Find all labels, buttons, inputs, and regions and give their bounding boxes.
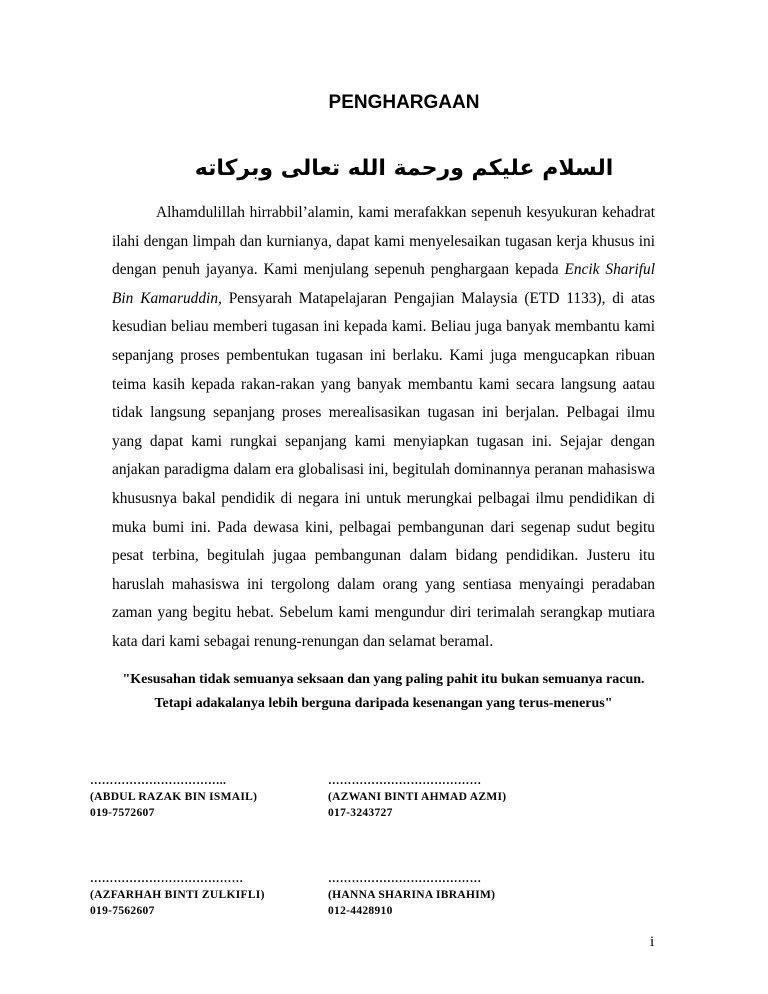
signature-block	[90, 773, 257, 821]
signature-block	[90, 871, 265, 919]
paragraph-part-2: Pensyarah Matapelajaran Pengajian Malaysia (ETD 1133), di atas kesudian beliau memberi tugasan ini kepada kami. Beliau juga banyak membantu kami sepanjang proses pembentukan tugasan ini berlaku. Kami juga mengucapkan ribuan teima kasih kepada rakan-rakan yang banyak membantu kami secara langsung aatau tidak langsung sepanjang proses merealisasikan tugasan ini berjalan. Pelbagai ilmu yang dapat kami rungkai sepanjang kami menyiapkan tugasan ini. Sejajar dengan anjakan paradigma dalam era globalisasi ini, begitulah dominannya peranan mahasiswa khususnya bakal pendidik di negara ini untuk merungkai pelbagai ilmu pendidikan di muka bumi ini. Pada dewasa kini, pelbagai pembangunan dari segenap sudut begitu pesat terbina, begitulah jugaa pembangunan dalam bidang pendidikan. Justeru itu haruslah mahasiswa ini tergolong dalam orang yang sentiasa menyaingi peradaban zaman yang begitu hebat. Sebelum kami mengundur diri terimalah serangkap mutiara kata dari kami sebagai renung-renungan dan selamat beramal.	[112, 289, 656, 650]
paragraph-part-1: Alhamdulillah hirrabbil’alamin, kami merafakkan sepenuh kesyukuran kehadrat ilahi dengan limpah dan kurnianya, dapat kami menyelesaikan tugasan kerja khusus ini dengan penuh jayanya. Kami menjulang sepenuh penghargaan kepada	[112, 204, 655, 279]
signatory-phone: 019-7572607	[90, 807, 155, 819]
signatory-phone: 019-7562607	[90, 905, 155, 917]
signature-block	[328, 871, 495, 919]
signatory-name: (ABDUL RAZAK BIN ISMAIL)	[90, 791, 258, 803]
signature-block	[328, 773, 506, 821]
page-title: PENGHARGAAN	[328, 92, 480, 113]
signatory-phone: 012-4428910	[328, 905, 393, 917]
signature-line: …………………………………	[90, 873, 244, 885]
signatory-name: (HANNA SHARINA IBRAHIM)	[328, 889, 496, 901]
lecturer-name: Encik Shariful Bin Kamaruddin,	[112, 261, 656, 307]
signature-line: ……………………………..	[90, 775, 227, 787]
signatory-phone: 017-3243727	[328, 807, 393, 819]
signatory-name: (AZFARHAH BINTI ZULKIFLI)	[90, 889, 265, 901]
signature-line: …………………………………	[328, 873, 482, 885]
signature-line: …………………………………	[328, 775, 482, 787]
page-number: i	[650, 934, 655, 950]
acknowledgement-paragraph	[112, 199, 655, 657]
closing-quote: "Kesusahan tidak semuanya seksaan dan yang paling pahit itu bukan semuanya racun. Tetapi adakalanya lebih berguna daripada kesenangan yang terus-menerus"	[122, 672, 645, 711]
arabic-greeting: السلام عليكم ورحمة الله تعالى وبركاته	[194, 156, 614, 181]
signatory-name: (AZWANI BINTI AHMAD AZMI)	[328, 791, 507, 803]
